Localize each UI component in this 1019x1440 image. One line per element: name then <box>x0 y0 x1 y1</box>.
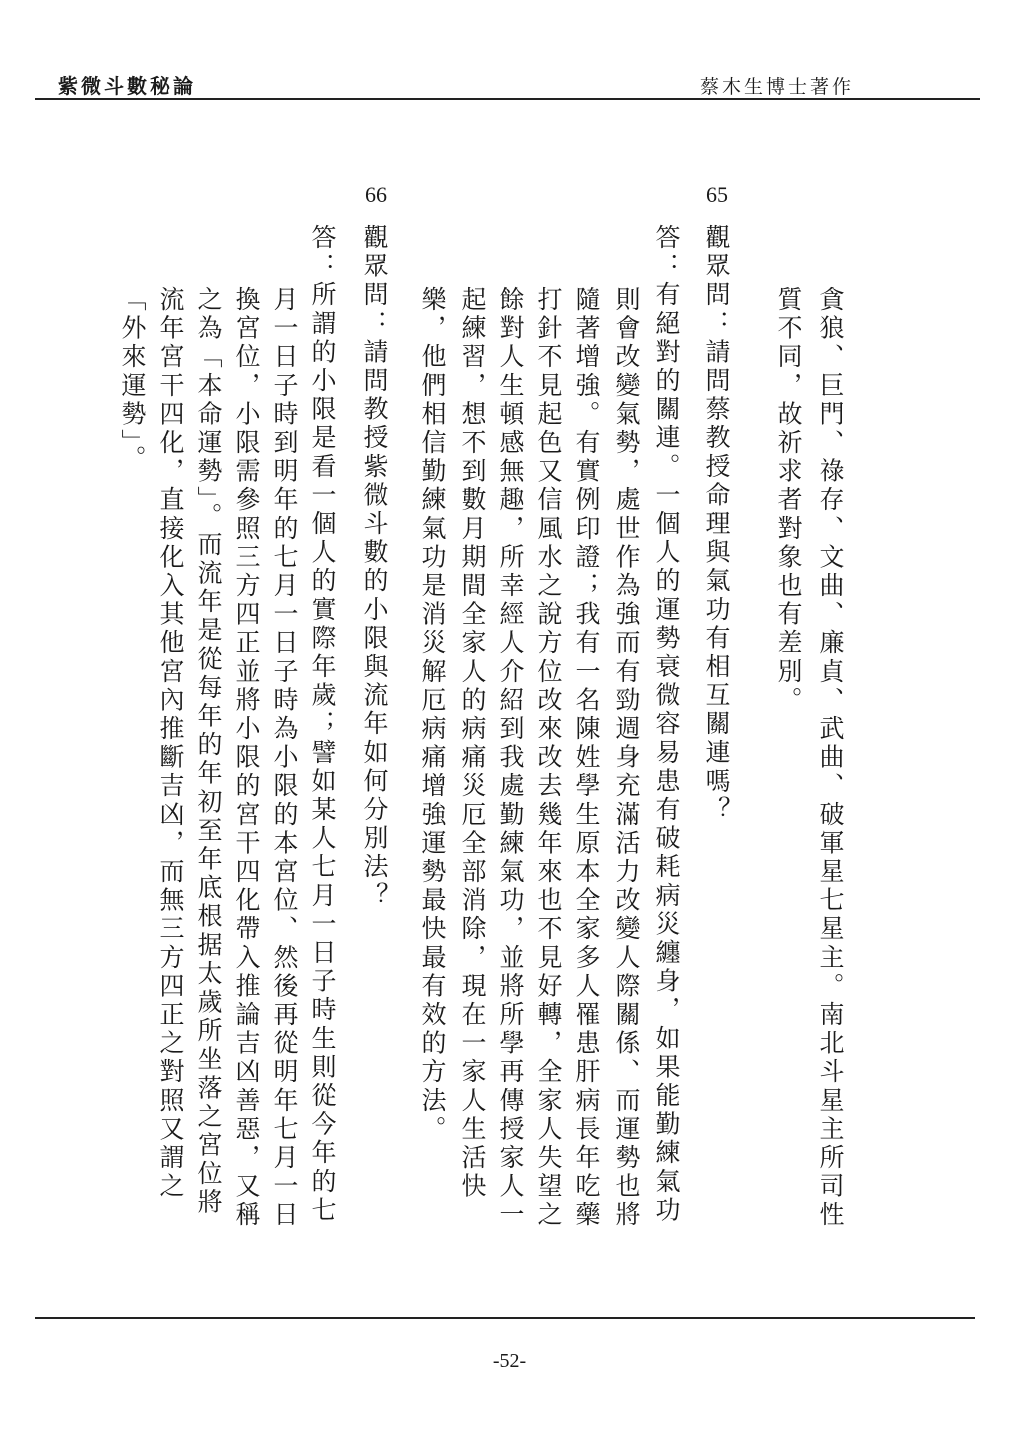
question-heading: 觀眾問：請問蔡教授命理與氣功有相互關連嗎？ <box>702 224 731 825</box>
text-column: 質不同，故祈求者對象也有差別。 <box>774 286 803 715</box>
text-column: 餘對人生頓感無趣，所幸經人介紹到我處勤練氣功，並將所學再傳授家人一 <box>496 286 525 1230</box>
header-author: 蔡木生博士著作 <box>700 76 855 98</box>
header-book-title: 紫微斗數秘論 <box>58 74 196 98</box>
text-column: 流年宮干四化，直接化入其他宮內推斷吉凶，而無三方四正之對照又謂之 <box>156 286 185 1202</box>
text-column: 貪狼、巨門、祿存、文曲、廉貞、武曲、破軍星七星主。南北斗星主所司性 <box>816 286 845 1230</box>
text-column: 之為「本命運勢」。而流年是從每年的年初至年底根据太歲所坐落之宮位將 <box>194 286 223 1218</box>
question-number-65: 65 <box>706 182 728 207</box>
question-heading: 觀眾問：請問教授紫微斗數的小限與流年如何分別法？ <box>360 224 389 911</box>
footer-rule <box>35 1317 975 1319</box>
text-column: 答：有絕對的關連。一個人的運勢衰微容易患有破耗病災纏身，如果能勤練氣功 <box>652 224 681 1225</box>
text-column: 則會改變氣勢，處世作為強而有勁週身充滿活力改變人際關係、而運勢也將 <box>612 286 641 1230</box>
text-column: 起練習，想不到數月期間全家人的病痛災厄全部消除，現在一家人生活快 <box>458 286 487 1202</box>
header-rule <box>35 98 980 100</box>
text-column: 換宮位，小限需參照三方四正並將小限的宮干四化帶入推論吉凶善惡，又稱 <box>232 286 261 1230</box>
text-column: 隨著增強。有實例印證；我有一名陳姓學生原本全家多人罹患肝病長年吃藥 <box>572 286 601 1230</box>
text-column: 打針不見起色又信風水之說方位改來改去幾年來也不見好轉，全家人失望之 <box>534 286 563 1230</box>
question-number-66: 66 <box>365 182 387 207</box>
page-number: -52- <box>492 1350 527 1372</box>
text-column: 「外來運勢」。 <box>118 286 147 474</box>
text-column: 答：所謂的小限是看一個人的實際年歲；譬如某人七月一日子時生則從今年的七 <box>308 224 337 1225</box>
text-column: 樂，他們相信勤練氣功是消災解厄病痛增強運勢最快最有效的方法。 <box>418 286 447 1144</box>
text-column: 月一日子時到明年的七月一日子時為小限的本宮位、然後再從明年七月一日 <box>270 286 299 1230</box>
